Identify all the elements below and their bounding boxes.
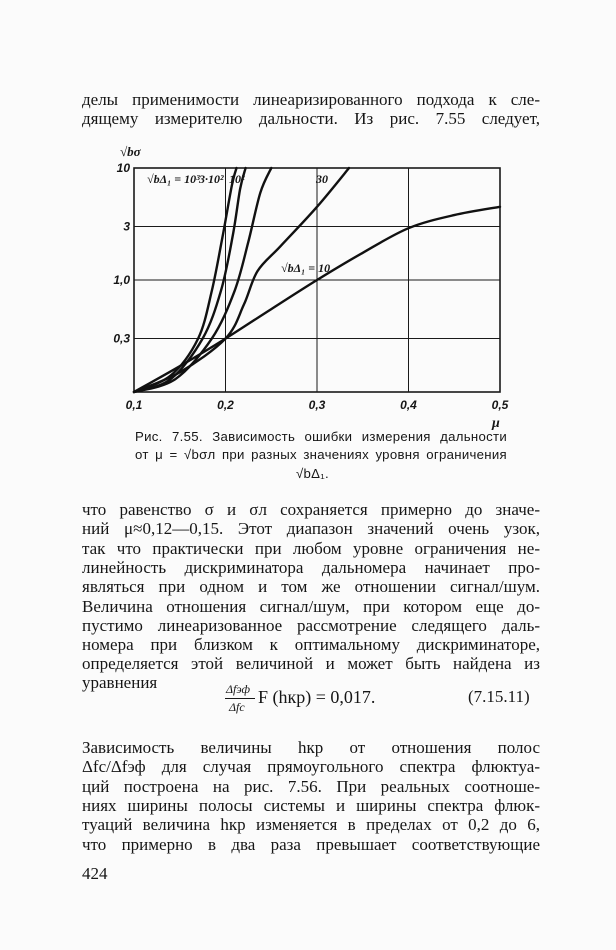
y-tick-label: 0,3 bbox=[113, 331, 130, 346]
equation-denominator: Δfс bbox=[229, 700, 245, 714]
figure-caption-line: от μ = √bσл при разных значениях уровня ограничения bbox=[135, 447, 507, 462]
figure-7-55-chart bbox=[0, 0, 616, 440]
x-tick-label: 0,5 bbox=[491, 398, 509, 412]
equation-numerator: Δfэф bbox=[226, 682, 251, 696]
text-line: ций построена на рис. 7.56. При реальных соотноше- bbox=[82, 777, 540, 796]
text-line: дящему измерителю дальности. Из рис. 7.55 следует, bbox=[82, 109, 540, 128]
equation-body: F (hкр) = 0,017. bbox=[258, 687, 376, 707]
text-line: уравнения bbox=[82, 673, 158, 692]
y-tick-label: 3 bbox=[123, 219, 130, 234]
text-line: линейность дискриминатора дальномера начинает про- bbox=[82, 558, 540, 577]
text-line: Δfс/Δfэф для случая прямоугольного спектра флюктуа- bbox=[82, 757, 540, 776]
series-label-2: 10² bbox=[229, 172, 245, 186]
x-tick-label: 0,1 bbox=[125, 398, 143, 412]
text-line: что примерно в два раза превышает соответствующие bbox=[82, 835, 540, 854]
y-axis-label: √bσ bbox=[120, 144, 141, 159]
series-label-0: √bΔ₁ = 10³ bbox=[147, 172, 200, 186]
x-tick-label: 0,4 bbox=[400, 398, 417, 412]
text-line: номера при близком к оптимальному дискриминаторе, bbox=[82, 635, 540, 654]
x-axis-label: μ bbox=[492, 416, 500, 431]
y-tick-label: 1,0 bbox=[113, 273, 130, 287]
text-line: что равенство σ и σл сохраняется примерно до значе- bbox=[82, 500, 540, 519]
text-line: ниях ширины полосы системы и ширины спектра флюк- bbox=[82, 796, 540, 815]
chart-ticks bbox=[113, 144, 508, 431]
series-label-4: √bΔ₁ = 10 bbox=[281, 261, 331, 275]
text-line: ний μ≈0,12—0,15. Этот диапазон значений очень узок, bbox=[82, 519, 540, 538]
text-line: делы применимости линеаризированного подхода к сле- bbox=[82, 90, 540, 109]
fraction-bar bbox=[225, 698, 255, 699]
x-tick-label: 0,2 bbox=[217, 398, 234, 412]
equation-7-15-11 bbox=[0, 678, 616, 718]
text-line: Зависимость величины hкр от отношения полос bbox=[82, 738, 540, 757]
figure-caption-line: Рис. 7.55. Зависимость ошибки измерения дальности bbox=[135, 429, 507, 444]
series-label-3: 30 bbox=[316, 172, 328, 186]
y-tick-label: 10 bbox=[116, 161, 130, 175]
text-line: являться при одном и том же отношении сигнал/шум. bbox=[82, 577, 540, 596]
text-line: определяется этой величиной и может быть найдена из bbox=[82, 654, 540, 673]
text-line: пустимо линеаризованное рассмотрение следящего даль- bbox=[82, 616, 540, 635]
figure-caption-line: √bΔ₁. bbox=[296, 466, 329, 481]
x-tick-label: 0,3 bbox=[308, 398, 326, 412]
text-line: Величина отношения сигнал/шум, при котором еще до- bbox=[82, 597, 540, 616]
equation-number: (7.15.11) bbox=[468, 687, 530, 706]
page-number: 424 bbox=[82, 864, 108, 883]
text-line: так что практически при любом уровне ограничения не- bbox=[82, 539, 540, 558]
series-label-1: 3·10² bbox=[199, 172, 224, 186]
text-line: туаций величина hкр изменяется в пределах от 0,2 до 6, bbox=[82, 815, 540, 834]
